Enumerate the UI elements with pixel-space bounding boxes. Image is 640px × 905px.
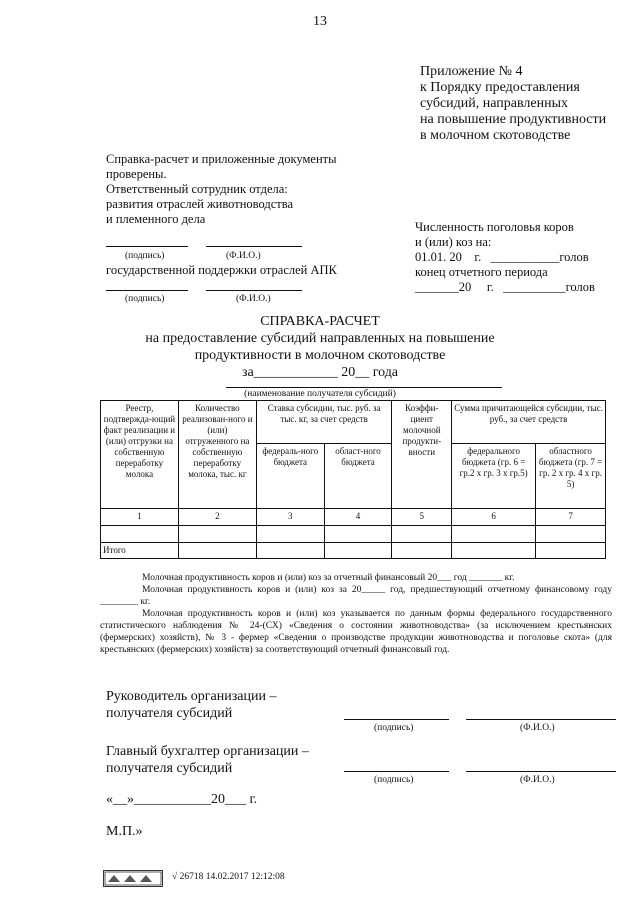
signature-caption: (подпись) [125, 251, 165, 261]
note-paragraph: Молочная продуктивность коров и (или) коз указывается по данным формы федерального государственного статистического наблюдения № 24-(СХ) «Сведения о состоянии животноводства» (за исключением крестьянских (фермерских) хозяйств), № 3 - фермер «Сведения о производстве продукции животноводства и поголовье скота» (для крестьянских (фермерских) хозяйств) за соответствующий отчетный финансовый год. [100, 609, 612, 655]
chief-accountant-line: Главный бухгалтер организации – [106, 744, 309, 759]
appendix-line: на повышение продуктивности [420, 112, 607, 127]
date-line: «__»___________20___ г. [106, 792, 258, 807]
stamp-place: М.П.» [106, 824, 143, 839]
signature-line [106, 246, 188, 247]
notes-block [100, 572, 612, 656]
livestock-line: 01.01. 20 г. ___________голов [415, 250, 589, 264]
fio-caption: (Ф.И.О.) [236, 294, 271, 304]
header-coefficient: Коэффи-циент молочной продукти-вности [392, 401, 452, 509]
appendix-line: Приложение № 4 [420, 64, 523, 79]
total-row [101, 543, 606, 559]
chief-accountant-line: получателя субсидий [106, 761, 233, 776]
fio-caption: (Ф.И.О.) [520, 723, 555, 733]
document-title [0, 313, 640, 381]
verification-line: и племенного дела [106, 212, 206, 226]
title-line: СПРАВКА-РАСЧЕТ [260, 314, 380, 329]
apk-line: государственной поддержки отраслей АПК [106, 263, 337, 277]
column-number: 6 [452, 509, 536, 526]
fio-caption: (Ф.И.О.) [520, 775, 555, 785]
head-org-line: Руководитель организации – [106, 689, 277, 704]
header-sum-regional: областного бюджета (гр. 7 = гр. 2 х гр. 4 х гр. 5) [536, 444, 606, 509]
fio-line [466, 719, 616, 720]
fio-caption: (Ф.И.О.) [226, 251, 261, 261]
column-number: 3 [256, 509, 324, 526]
verification-line: Справка-расчет и приложенные документы [106, 152, 337, 166]
livestock-line: конец отчетного периода [415, 265, 548, 279]
signature-line [344, 719, 449, 720]
column-number: 1 [101, 509, 179, 526]
header-registry: Реестр, подтвержда-ющий факт реализации и (или) отгрузки на собственную переработку молока [101, 401, 179, 509]
signature-caption: (подпись) [125, 294, 165, 304]
verification-line: проверены. [106, 167, 167, 181]
column-number: 2 [178, 509, 256, 526]
verification-line: развития отраслей животноводства [106, 197, 293, 211]
livestock-line: Численность поголовья коров [415, 220, 574, 234]
fio-line [206, 290, 302, 291]
header-rate-group: Ставка субсидии, тыс. руб. за тыс. кг, за счет средств [256, 401, 392, 444]
column-number-row [101, 509, 606, 526]
chief-accountant-label [106, 743, 309, 777]
registration-text: 26718 14.02.2017 12:12:08 [179, 872, 285, 882]
header-sum-federal: федерального бюджета (гр. 6 = гр.2 х гр. 3 х гр.5) [452, 444, 536, 509]
header-sum-group: Сумма причитающейся субсидии, тыс. руб., за счет средств [452, 401, 606, 444]
note-paragraph: Молочная продуктивность коров и (или) коз за 20_____ год, предшествующий отчетному финансовому году ________ кг. [100, 585, 612, 607]
fio-line [466, 771, 616, 772]
verification-block [106, 152, 337, 227]
header-rate-regional: област-ного бюджета [324, 444, 392, 509]
table-row [101, 526, 606, 543]
signature-line [344, 771, 449, 772]
page-number: 13 [313, 14, 327, 29]
total-label: Итого [101, 543, 179, 559]
column-number: 5 [392, 509, 452, 526]
signature-caption: (подпись) [374, 723, 414, 733]
appendix-line: субсидий, направленных [420, 96, 569, 111]
column-number: 7 [536, 509, 606, 526]
livestock-line: _______20 г. __________голов [415, 280, 595, 294]
appendix-line: в молочном скотоводстве [420, 128, 571, 143]
header-quantity: Количество реализован-ного и (или) отгруженного на собственную переработку молока, тыс. кг [178, 401, 256, 509]
subsidy-table [100, 400, 606, 559]
signature-caption: (подпись) [374, 775, 414, 785]
note-paragraph: Молочная продуктивность коров и (или) коз за отчетный финансовый 20___ год _______ кг. [142, 573, 515, 583]
registry-stamp-icon [103, 870, 163, 887]
livestock-count-block [415, 220, 595, 295]
head-org-label [106, 688, 276, 722]
signature-mark-icon: √ [172, 872, 180, 882]
title-line: продуктивности в молочном скотоводстве [194, 348, 446, 363]
recipient-caption: (наименование получателя субсидий) [244, 389, 396, 399]
registration-info [172, 872, 285, 882]
signature-line [106, 290, 188, 291]
appendix-line: к Порядку предоставления [420, 80, 580, 95]
head-org-line: получателя субсидий [106, 706, 233, 721]
title-line: за____________ 20__ года [241, 365, 399, 380]
appendix-header [420, 64, 606, 144]
recipient-line [226, 387, 502, 388]
fio-line [206, 246, 302, 247]
title-line: на предоставление субсидий направленных на повышение [145, 331, 495, 346]
header-rate-federal: федераль-ного бюджета [256, 444, 324, 509]
column-number: 4 [324, 509, 392, 526]
verification-line: Ответственный сотрудник отдела: [106, 182, 288, 196]
livestock-line: и (или) коз на: [415, 235, 492, 249]
